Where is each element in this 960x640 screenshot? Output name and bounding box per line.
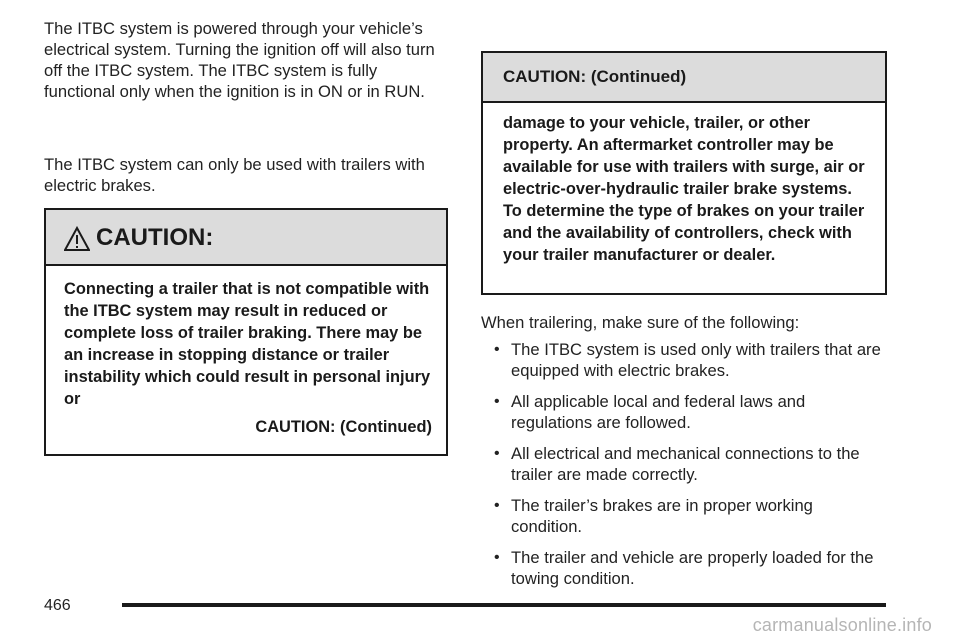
list-item-text: All electrical and mechanical connections to the trailer are made correctly. xyxy=(511,444,860,484)
watermark: carmanualsonline.info xyxy=(752,615,932,635)
list-item-text: The trailer’s brakes are in proper working condition. xyxy=(511,496,813,536)
caution-continued-header: CAUTION: (Continued) xyxy=(483,53,885,103)
warning-triangle-icon xyxy=(64,226,90,252)
list-item xyxy=(481,547,887,589)
caution-title: CAUTION: xyxy=(96,224,214,251)
list-item-text: All applicable local and federal laws and regulations are followed. xyxy=(511,392,806,432)
bullet-icon: • xyxy=(494,549,500,566)
list-item xyxy=(481,391,887,433)
trailering-checklist xyxy=(481,339,887,599)
list-item xyxy=(481,495,887,537)
caution-continued-label: CAUTION: (Continued) xyxy=(255,418,432,436)
list-item xyxy=(481,443,887,485)
caution-continued-text: damage to your vehicle, trailer, or other property. An aftermarket controller may be available for use with trailers with surge, air or electric-over-hydraulic trailer brake systems. To determine the type of brakes on your trailer and the availability of controllers, check with your trailer manufacturer or dealer. xyxy=(503,114,865,264)
caution-box xyxy=(44,208,448,456)
footer-divider xyxy=(122,603,886,607)
trailering-intro: When trailering, make sure of the following: xyxy=(481,313,800,332)
bullet-icon: • xyxy=(494,341,500,358)
caution-header xyxy=(46,210,446,266)
electric-brakes-paragraph: The ITBC system can only be used with trailers with electric brakes. xyxy=(44,155,425,195)
caution-body xyxy=(46,266,446,438)
bullet-icon: • xyxy=(494,393,500,410)
list-item-text: The ITBC system is used only with trailers that are equipped with electric brakes. xyxy=(511,340,881,380)
bullet-icon: • xyxy=(494,497,500,514)
page-number: 466 xyxy=(44,597,71,614)
list-item xyxy=(481,339,887,381)
caution-text: Connecting a trailer that is not compatible with the ITBC system may result in reduced or complete loss of trailer braking. There may be an increase in stopping distance or trailer instability which could result in personal injury or xyxy=(64,280,431,408)
caution-continued-box xyxy=(481,51,887,295)
list-item-text: The trailer and vehicle are properly loaded for the towing condition. xyxy=(511,548,874,588)
intro-paragraph: The ITBC system is powered through your vehicle’s electrical system. Turning the ignition off will also turn off the ITBC system. The ITBC system is fully functional only when the ignition is in ON or in RUN. xyxy=(44,19,435,101)
bullet-icon: • xyxy=(494,445,500,462)
